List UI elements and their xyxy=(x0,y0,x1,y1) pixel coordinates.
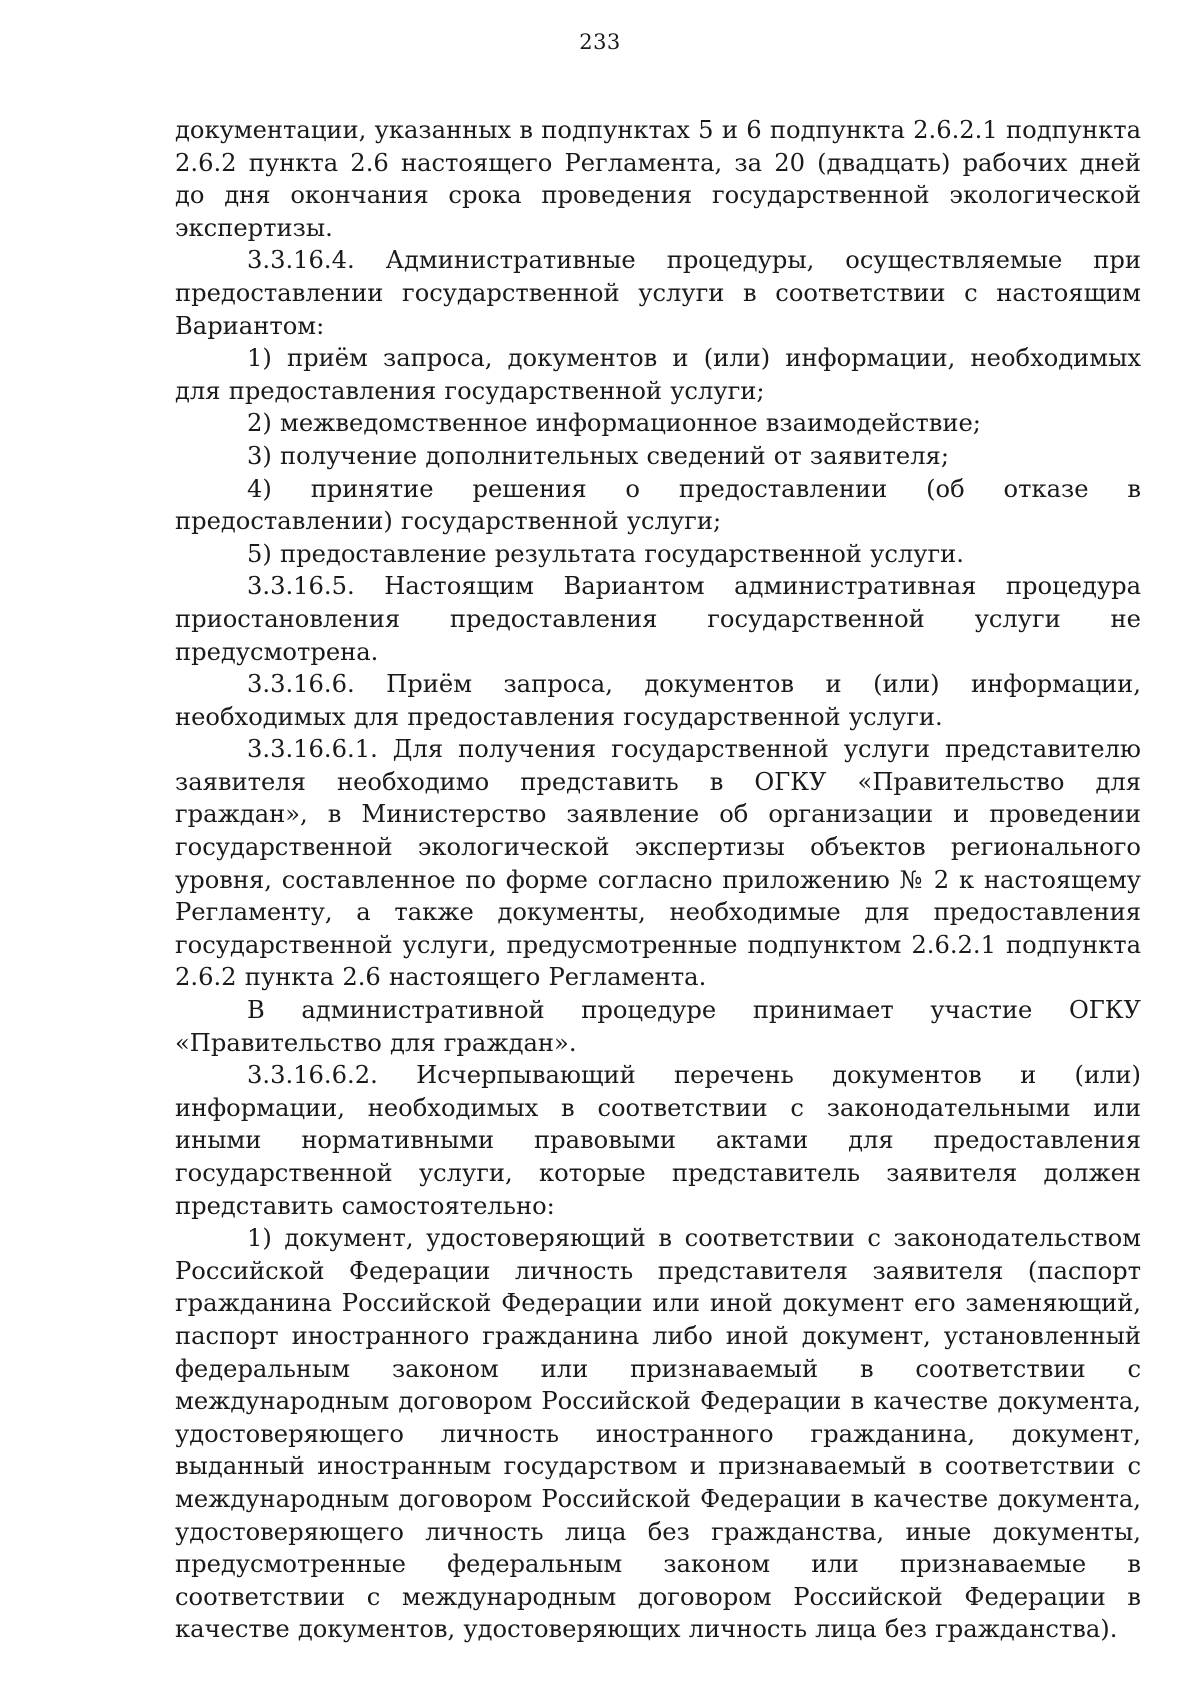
document-body xyxy=(175,114,1141,1646)
list-item-document-1: 1) документ, удостоверяющий в соответствии с законодательством Российской Федерации личность представителя заявителя (паспорт гражданина Российской Федерации или иной документ его заменяющий, паспорт иностранного гражданина либо иной документ, установленный федеральным законом или признаваемый в соответствии с международным договором Российской Федерации в качестве документа, удостоверяющего личность иностранного гражданина, документ, выданный иностранным государством и признаваемый в соответствии с международным договором Российской Федерации в качестве документа, удостоверяющего личность лица без гражданства, иные документы, предусмотренные федеральным законом или признаваемые в соответствии с международным договором Российской Федерации в качестве документов, удостоверяющих личность лица без гражданства). xyxy=(175,1224,1141,1644)
list-item-procedure-1: 1) приём запроса, документов и (или) информации, необходимых для предоставления государственной услуги; xyxy=(175,344,1141,405)
paragraph-3-3-16-6-1: 3.3.16.6.1. Для получения государственной услуги представителю заявителя необходимо представить в ОГКУ «Правительство для граждан», в Министерство заявление об организации и проведении государственной экологической экспертизы объектов регионального уровня, составленное по форме согласно приложению № 2 к настоящему Регламенту, а также документы, необходимые для предоставления государственной услуги, предусмотренные подпунктом 2.6.2.1 подпункта 2.6.2 пункта 2.6 настоящего Регламента. xyxy=(175,735,1141,992)
list-item-procedure-4: 4) принятие решения о предоставлении (об отказе в предоставлении) государственной услуги; xyxy=(175,474,1141,536)
page-number: 233 xyxy=(579,30,621,54)
paragraph-3-3-16-6: 3.3.16.6. Приём запроса, документов и (или) информации, необходимых для предоставления государственной услуги. xyxy=(175,670,1141,731)
paragraph-3-3-16-4: 3.3.16.4. Административные процедуры, осуществляемые при предоставлении государственной услуги в соответствии с настоящим Вариантом: xyxy=(175,246,1141,340)
paragraph-participation: В административной процедуре принимает участие ОГКУ «Правительство для граждан». xyxy=(175,996,1141,1057)
paragraph-3-3-16-5: 3.3.16.5. Настоящим Вариантом административная процедура приостановления предоставления государственной услуги не предусмотрена. xyxy=(175,572,1141,666)
paragraph-3-3-16-6-2: 3.3.16.6.2. Исчерпывающий перечень документов и (или) информации, необходимых в соответствии с законодательными или иными нормативными правовыми актами для предоставления государственной услуги, которые представитель заявителя должен представить самостоятельно: xyxy=(175,1061,1141,1220)
list-item-procedure-3: 3) получение дополнительных сведений от заявителя; xyxy=(247,441,949,470)
paragraph-continuation: документации, указанных в подпунктах 5 и 6 подпункта 2.6.2.1 подпункта 2.6.2 пункта 2.6 настоящего Регламента, за 20 (двадцать) рабочих дней до дня окончания срока проведения государственной экологической экспертизы. xyxy=(175,116,1141,242)
list-item-procedure-5: 5) предоставление результата государственной услуги. xyxy=(247,539,964,568)
list-item-procedure-2: 2) межведомственное информационное взаимодействие; xyxy=(247,409,981,438)
